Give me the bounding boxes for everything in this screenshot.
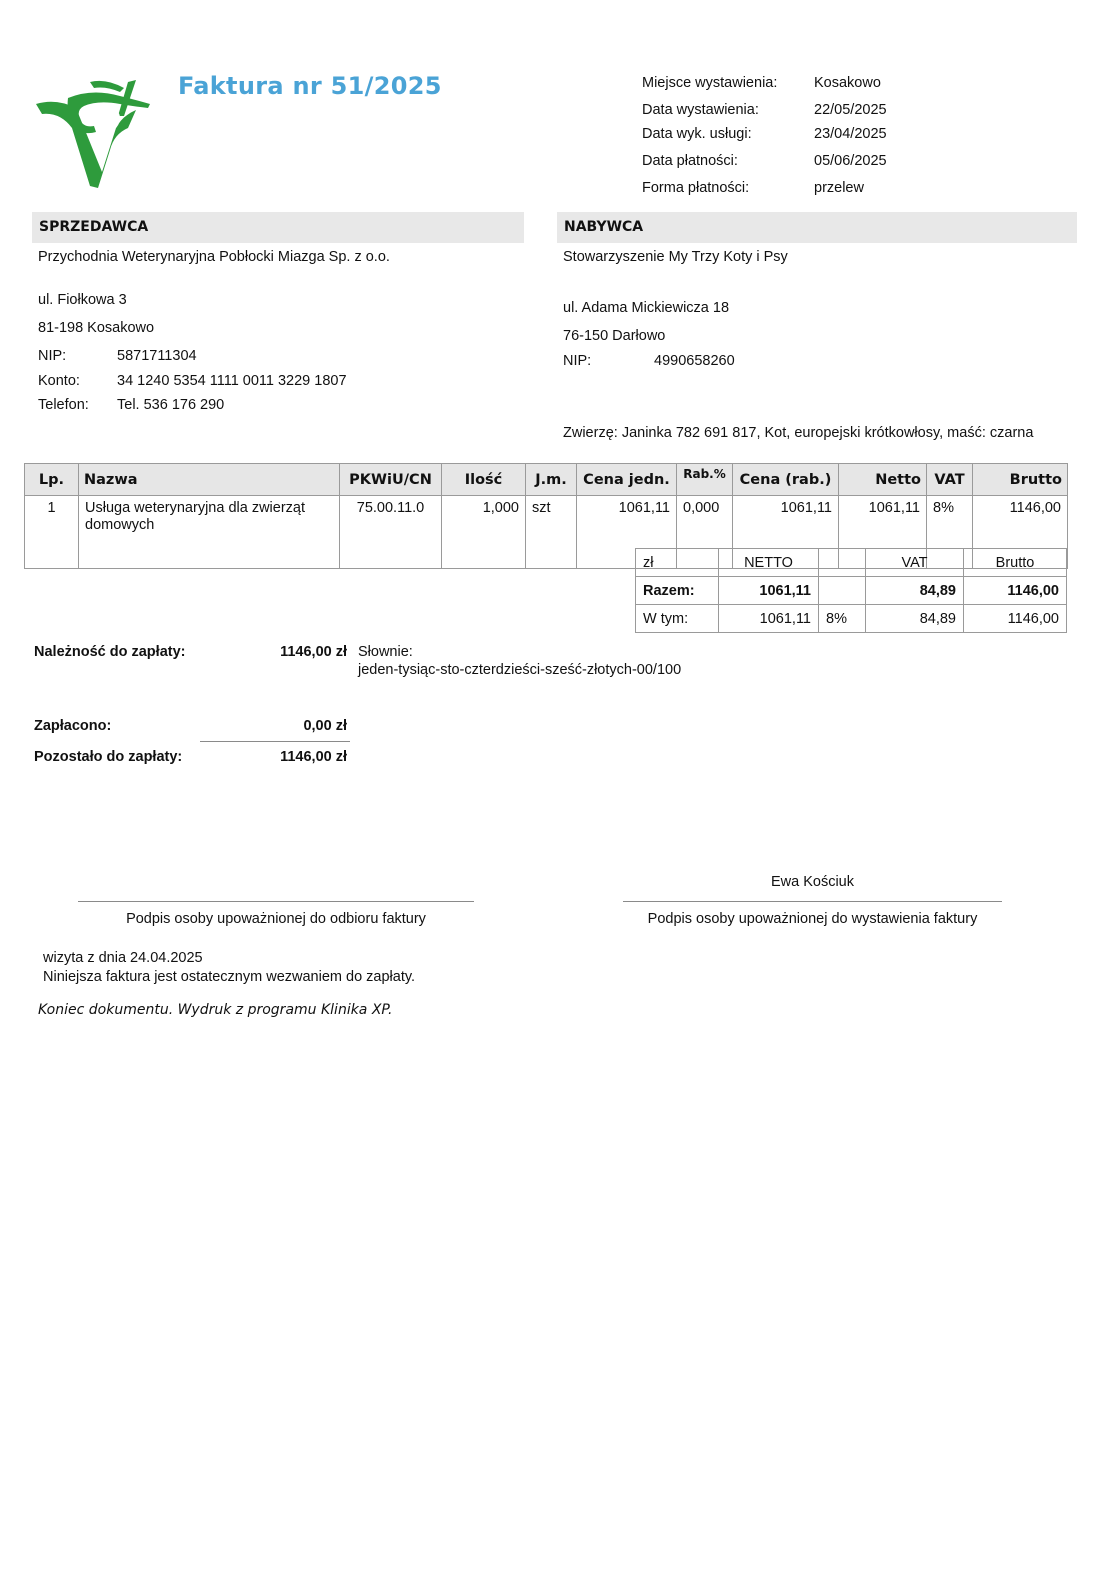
col-rabat: Rab.%: [677, 464, 733, 496]
col-vat: VAT: [927, 464, 973, 496]
row-nazwa: Usługa weterynaryjna dla zwierząt domowych: [79, 496, 340, 569]
summary-wtym-netto: 1061,11: [719, 605, 819, 633]
col-lp: Lp.: [25, 464, 79, 496]
summary-wtym-rate: 8%: [819, 605, 866, 633]
buyer-nip-label: NIP:: [563, 353, 592, 369]
buyer-nip: 4990658260: [654, 353, 735, 369]
meta-payment-form-label: Forma płatności:: [642, 180, 750, 196]
meta-place-label: Miejsce wystawienia:: [642, 75, 778, 91]
buyer-header: NABYWCA: [557, 212, 1077, 243]
buyer-city: 76-150 Darłowo: [563, 328, 666, 344]
buyer-street: ul. Adama Mickiewicza 18: [563, 300, 730, 316]
summary-wtym-vat: 84,89: [866, 605, 964, 633]
summary-rate-header: [819, 549, 866, 577]
summary-brutto-header: Brutto: [964, 549, 1067, 577]
col-netto: Netto: [839, 464, 927, 496]
summary-total-vat: 84,89: [866, 577, 964, 605]
buyer-name: Stowarzyszenie My Trzy Koty i Psy: [563, 249, 788, 265]
amount-due-value: 1146,00 zł: [280, 644, 347, 660]
meta-payment-date-value: 05/06/2025: [814, 153, 887, 169]
summary-total-label: Razem:: [636, 577, 719, 605]
remaining-value: 1146,00 zł: [280, 749, 347, 765]
meta-issue-date-value: 22/05/2025: [814, 102, 887, 118]
meta-issue-date-label: Data wystawienia:: [642, 102, 759, 118]
seller-account: 34 1240 5354 1111 0011 3229 1807: [117, 373, 347, 389]
col-cena-rab: Cena (rab.): [733, 464, 839, 496]
amount-words: jeden-tysiąc-sto-czterdzieści-sześć-złotych-00/100: [358, 662, 682, 678]
summary-vat-header: VAT: [866, 549, 964, 577]
paid-value: 0,00 zł: [303, 718, 347, 734]
meta-payment-form-value: przelew: [814, 180, 864, 196]
invoice-title: Faktura nr 51/2025: [178, 72, 442, 100]
meta-service-date-label: Data wyk. usługi:: [642, 126, 752, 142]
amount-words-label: Słownie:: [358, 644, 413, 660]
vat-summary-table: [635, 548, 1067, 633]
col-brutto: Brutto: [973, 464, 1068, 496]
col-ilosc: Ilość: [442, 464, 526, 496]
summary-wtym-brutto: 1146,00: [964, 605, 1067, 633]
summary-total-row: [636, 577, 1067, 605]
document-end-note: Koniec dokumentu. Wydruk z programu Klinika XP.: [38, 1002, 393, 1018]
meta-place-value: Kosakowo: [814, 75, 881, 91]
seller-phone: Tel. 536 176 290: [117, 397, 225, 413]
col-cena: Cena jedn.: [577, 464, 677, 496]
paid-label: Zapłacono:: [34, 718, 112, 734]
seller-street: ul. Fiołkowa 3: [38, 292, 127, 308]
issuer-name: Ewa Kościuk: [770, 874, 854, 890]
row-lp: 1: [25, 496, 79, 569]
row-ilosc: 1,000: [442, 496, 526, 569]
summary-currency: zł: [636, 549, 719, 577]
issuer-signature-line: [623, 901, 1002, 902]
seller-nip-label: NIP:: [38, 348, 67, 364]
clinic-logo: [32, 76, 154, 188]
summary-wtym-row: [636, 605, 1067, 633]
summary-total-netto: 1061,11: [719, 577, 819, 605]
paid-divider: [200, 741, 350, 742]
meta-payment-date-label: Data płatności:: [642, 153, 738, 169]
summary-total-rate: [819, 577, 866, 605]
col-jm: J.m.: [526, 464, 577, 496]
meta-service-date-value: 23/04/2025: [814, 126, 887, 142]
final-notice: Niniejsza faktura jest ostatecznym wezwaniem do zapłaty.: [43, 969, 416, 985]
animal-info: Zwierzę: Janinka 782 691 817, Kot, europejski krótkowłosy, maść: czarna: [563, 425, 1034, 441]
row-vat: 8%: [927, 496, 973, 569]
receiver-signature-line: [78, 901, 474, 902]
seller-phone-label: Telefon:: [38, 397, 89, 413]
col-nazwa: Nazwa: [79, 464, 340, 496]
row-cena: 1061,11: [577, 496, 677, 569]
remaining-label: Pozostało do zapłaty:: [34, 749, 183, 765]
seller-header: SPRZEDAWCA: [32, 212, 524, 243]
summary-wtym-label: W tym:: [636, 605, 719, 633]
row-rabat: 0,000: [677, 496, 733, 569]
summary-netto-header: NETTO: [719, 549, 819, 577]
issuer-signature-caption: Podpis osoby upoważnionej do wystawienia faktury: [647, 911, 978, 927]
receiver-signature-caption: Podpis osoby upoważnionej do odbioru faktury: [126, 911, 426, 927]
seller-city: 81-198 Kosakowo: [38, 320, 155, 336]
row-jm: szt: [526, 496, 577, 569]
row-brutto: 1146,00: [973, 496, 1068, 569]
seller-account-label: Konto:: [38, 373, 80, 389]
items-header-row: [25, 464, 1068, 496]
row-netto: 1061,11: [839, 496, 927, 569]
summary-total-brutto: 1146,00: [964, 577, 1067, 605]
row-cena-rab: 1061,11: [733, 496, 839, 569]
col-pkwiu: PKWiU/CN: [340, 464, 442, 496]
visit-note: wizyta z dnia 24.04.2025: [43, 950, 203, 966]
seller-name: Przychodnia Weterynaryjna Pobłocki Miazga Sp. z o.o.: [38, 249, 390, 265]
amount-due-label: Należność do zapłaty:: [34, 644, 186, 660]
seller-nip: 5871711304: [117, 348, 197, 364]
summary-header-row: [636, 549, 1067, 577]
row-pkwiu: 75.00.11.0: [340, 496, 442, 569]
